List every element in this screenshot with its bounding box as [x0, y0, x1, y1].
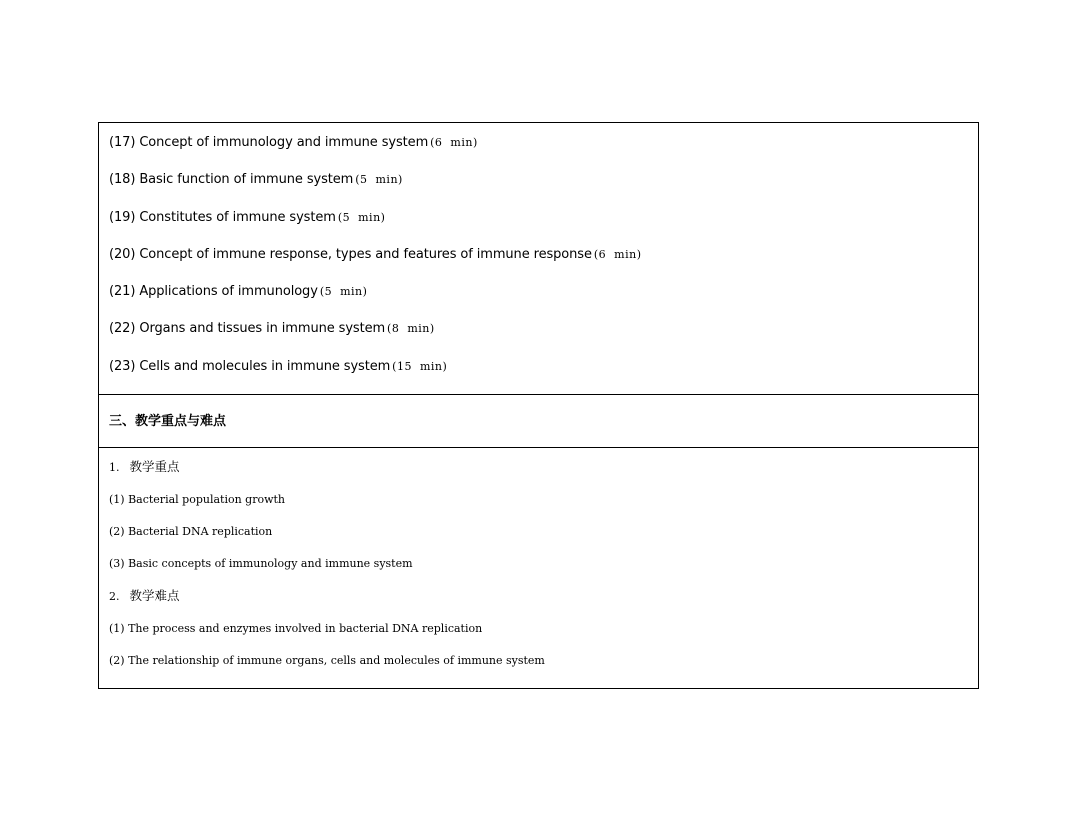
topic-line — [109, 281, 978, 318]
topic-text: (21) Applications of immunology — [109, 284, 318, 300]
points-cell — [99, 448, 978, 688]
topic-line — [109, 132, 978, 169]
topic-text: (22) Organs and tissues in immune system — [109, 321, 386, 337]
key-point-item: (3) Basic concepts of immunology and immune system — [109, 557, 413, 570]
topic-time: (6 min) — [593, 247, 642, 261]
topic-time: (8 min) — [387, 322, 435, 336]
key-points-label: 教学重点 — [129, 459, 180, 474]
difficult-points-heading — [109, 585, 978, 618]
key-point-item: (2) Bacterial DNA replication — [109, 525, 273, 538]
topic-text: (23) Cells and molecules in immune system — [109, 358, 391, 374]
topic-time: (6 min) — [430, 136, 478, 149]
topic-text: (20) Concept of immune response, types and features of immune response — [109, 246, 592, 262]
topic-text: (17) Concept of immunology and immune system — [109, 135, 429, 150]
key-points-heading — [109, 456, 978, 489]
key-points-number: 1. — [109, 461, 120, 474]
syllabus-table — [98, 122, 979, 689]
section-heading: 三、教学重点与难点 — [99, 395, 978, 448]
topic-line — [109, 318, 978, 355]
topic-line — [109, 169, 978, 206]
topic-line — [109, 244, 978, 281]
difficult-point-item: (2) The relationship of immune organs, cells and molecules of immune system — [109, 654, 545, 667]
topic-text: (18) Basic function of immune system — [109, 172, 354, 188]
difficult-points-number: 2. — [109, 590, 120, 603]
topics-cell — [99, 123, 978, 395]
topic-text: (19) Constitutes of immune system — [109, 209, 336, 225]
topic-time: (5 min) — [337, 210, 386, 224]
difficult-point-item: (1) The process and enzymes involved in bacterial DNA replication — [109, 622, 483, 635]
topic-line — [109, 207, 978, 244]
topic-line — [109, 356, 978, 393]
topic-time: (5 min) — [355, 173, 403, 187]
topic-time: (15 min) — [392, 359, 448, 373]
topic-time: (5 min) — [319, 285, 368, 299]
key-point-item: (1) Bacterial population growth — [109, 493, 286, 506]
difficult-points-label: 教学难点 — [129, 588, 180, 603]
